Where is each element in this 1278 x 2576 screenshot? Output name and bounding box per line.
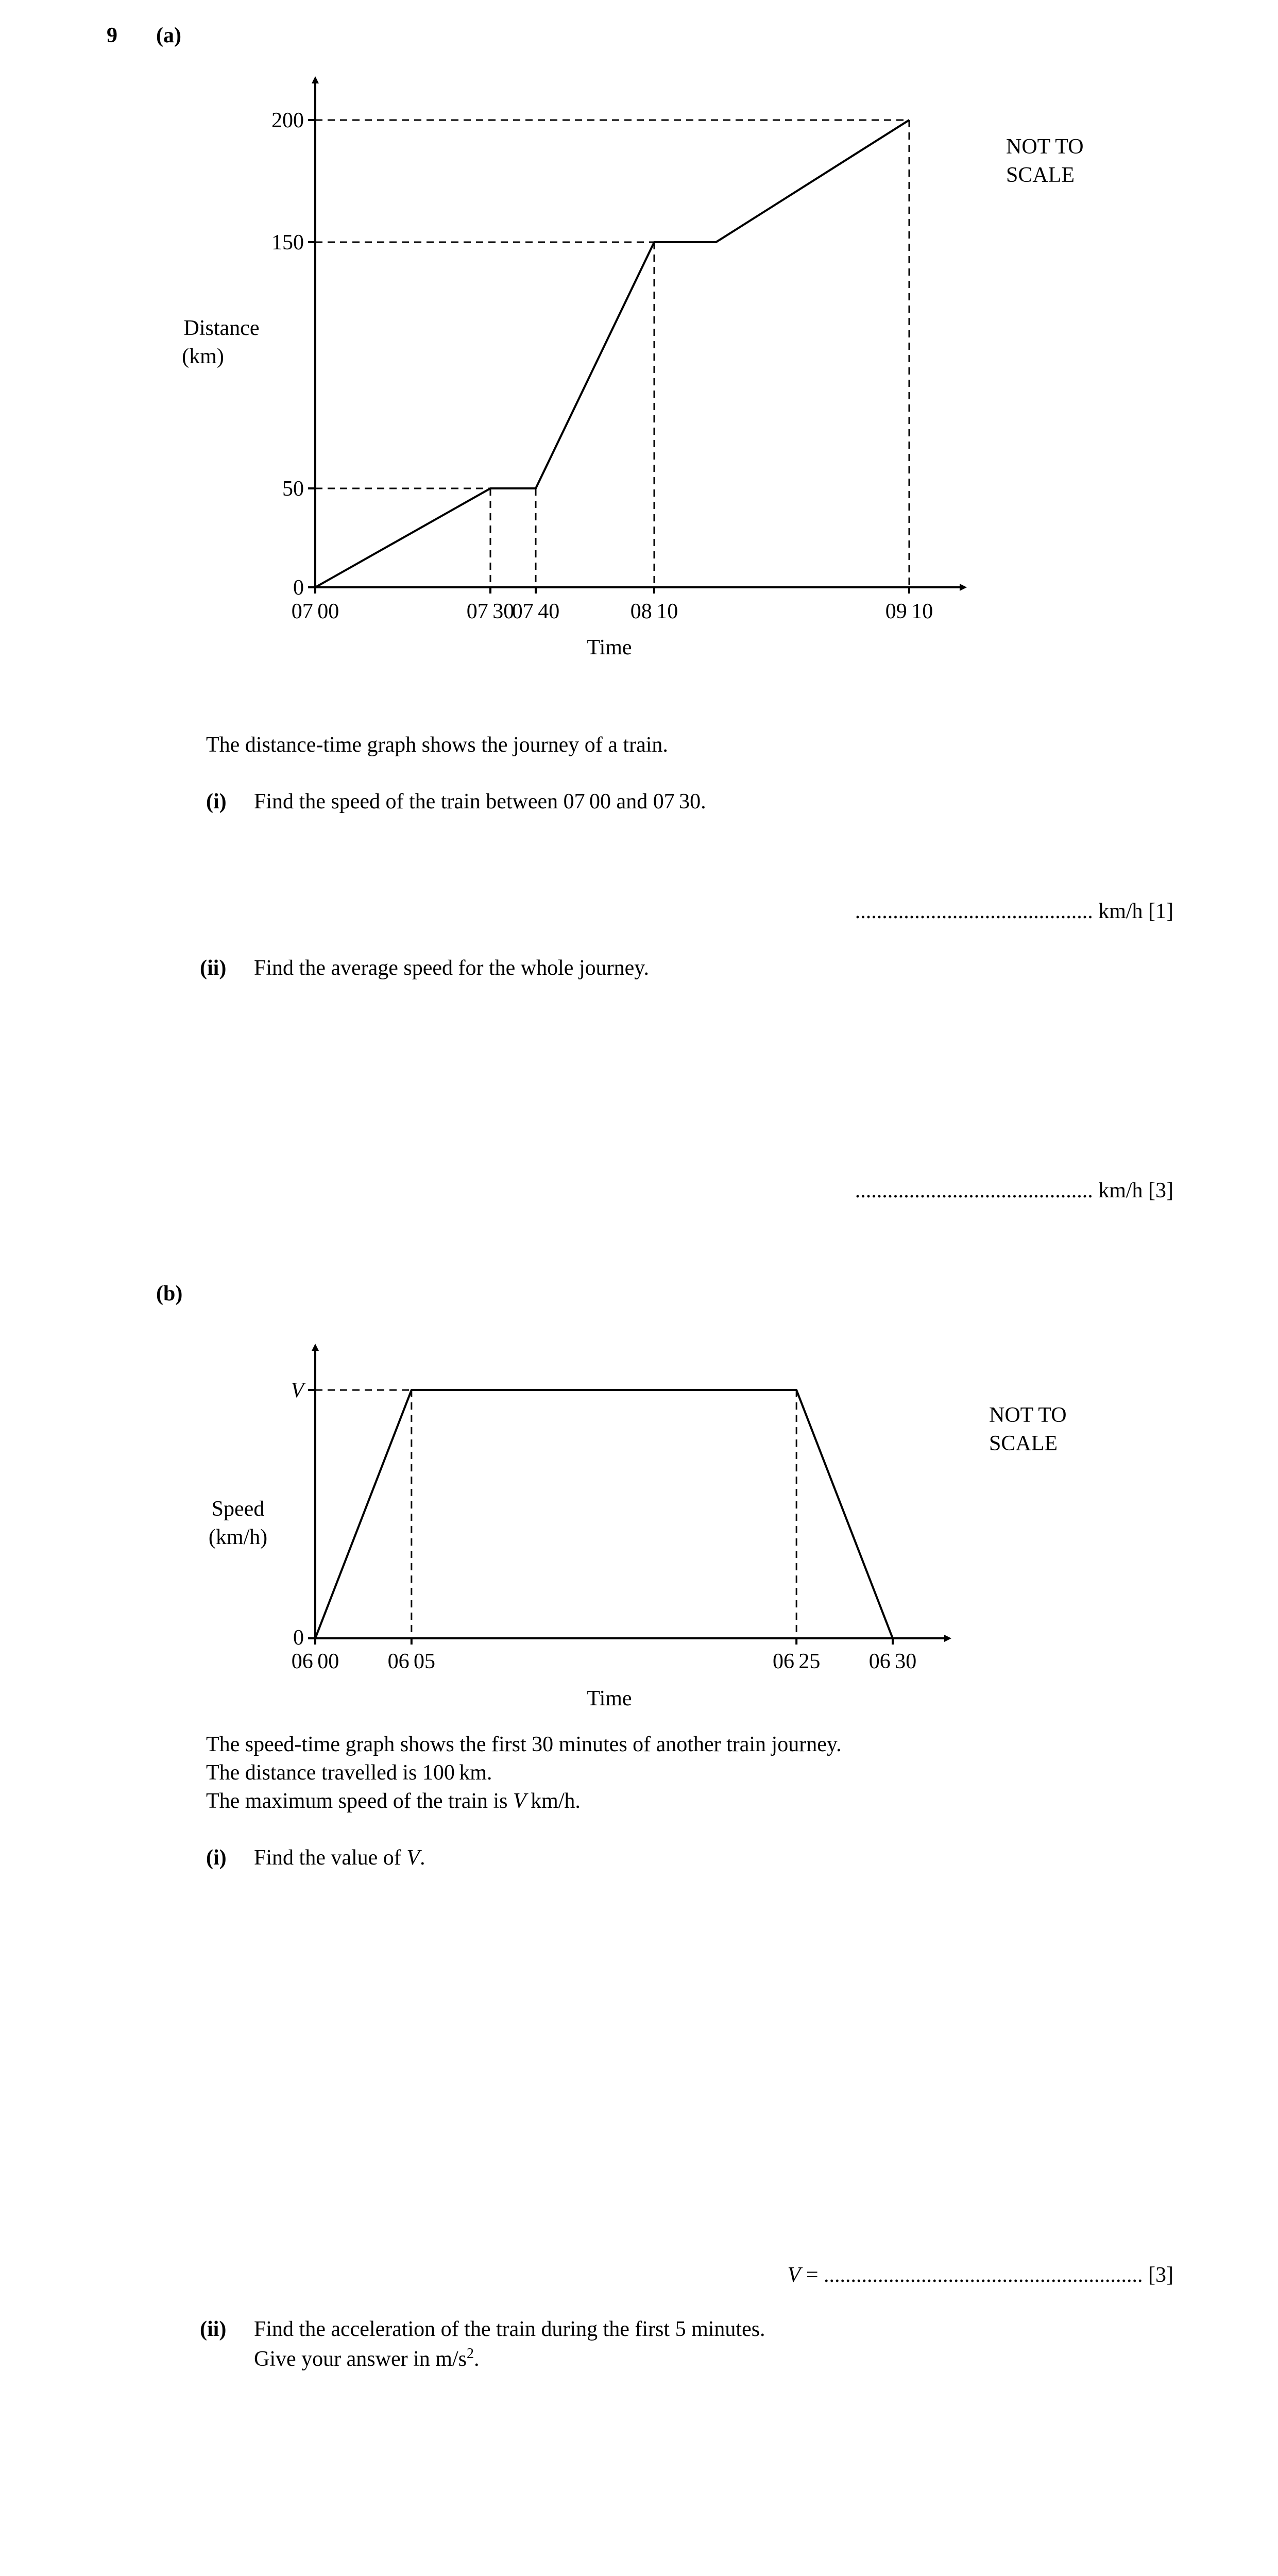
part-b-i-question-suffix: .: [419, 1846, 425, 1870]
not-to-scale-speed-line1: NOT TO: [989, 1403, 1067, 1427]
part-b-label: (b): [156, 1282, 183, 1306]
part-a-ii-label: (ii): [200, 956, 227, 980]
question-number: 9: [107, 24, 117, 47]
part-b-i-question-prefix: Find the value of: [254, 1846, 407, 1870]
part-b-i-question: [254, 1847, 425, 1869]
part-b-intro-3-prefix: The maximum speed of the train is: [206, 1789, 514, 1813]
y-tick-label-0: 0: [293, 1626, 304, 1650]
x-tick-label-speed-0: 06 00: [291, 1650, 339, 1673]
part-b-ii-question: Find the acceleration of the train during the first 5 minutes.: [254, 2317, 765, 2341]
not-to-scale-line2: SCALE: [1006, 163, 1075, 187]
part-b-i-answer[interactable]: [788, 2264, 1173, 2286]
part-b-i-answer-eq: =: [800, 2263, 824, 2287]
distance-series-line: [315, 120, 909, 587]
y-tick-label-0: 0: [293, 576, 304, 600]
part-a-i-label: (i): [206, 790, 227, 814]
part-b-intro-1: The speed-time graph shows the first 30 minutes of another train journey.: [206, 1733, 842, 1756]
distance-time-graph: [0, 0, 1278, 711]
x-tick-label-speed-5: 06 05: [387, 1650, 436, 1673]
y-tick-label-50: 50: [282, 477, 304, 501]
y-axis-label-speed-line1: Speed: [211, 1497, 265, 1521]
part-b-ii-units-prefix: Give your answer in m/s: [254, 2347, 467, 2371]
x-tick-label-70: 08 10: [630, 600, 678, 623]
part-b-intro-2: The distance travelled is 100 km.: [206, 1761, 492, 1785]
speed-time-graph: [0, 1319, 1278, 1721]
part-b-ii-units-suffix: .: [473, 2347, 480, 2371]
part-b-ii-units-sup: 2: [466, 2346, 474, 2362]
x-tick-label-40: 07 40: [512, 600, 560, 623]
not-to-scale-speed-line2: SCALE: [989, 1432, 1058, 1455]
x-tick-label-speed-25: 06 25: [772, 1650, 821, 1673]
part-b-ii-label: (ii): [200, 2317, 227, 2341]
part-a-i-answer-line[interactable]: ............................................ km/h [1]: [855, 900, 1173, 923]
part-b-i-answer-var: V: [787, 2263, 801, 2287]
speed-series-line: [315, 1390, 893, 1638]
part-b-intro-3-var: V: [513, 1789, 526, 1813]
part-b-ii-question-2: [254, 2347, 479, 2370]
part-b-intro-3: [206, 1790, 581, 1812]
y-axis-label-speed-line2: (km/h): [208, 1526, 268, 1549]
y-axis-label-line1: Distance: [183, 316, 260, 340]
x-tick-label-30: 07 30: [466, 600, 515, 623]
x-axis-label: Time: [587, 636, 632, 659]
y-tick-label-V: V: [291, 1379, 304, 1402]
part-a-i-question: Find the speed of the train between 07 00 and 07 30.: [254, 790, 706, 814]
part-b-i-label: (i): [206, 1846, 227, 1870]
x-tick-label-speed-30: 06 30: [868, 1650, 917, 1673]
part-a-intro: The distance-time graph shows the journey of a train.: [206, 733, 668, 757]
part-b-i-answer-line[interactable]: ........................................................... [3]: [824, 2263, 1173, 2287]
part-a-ii-question: Find the average speed for the whole journey.: [254, 956, 650, 980]
x-tick-label-0: 07 00: [291, 600, 339, 623]
part-a-ii-answer-line[interactable]: ............................................ km/h [3]: [855, 1179, 1173, 1202]
y-axis-label-line2: (km): [182, 345, 224, 368]
x-tick-label-130: 09 10: [885, 600, 933, 623]
not-to-scale-line1: NOT TO: [1006, 135, 1084, 159]
part-b-intro-3-suffix: km/h.: [526, 1789, 581, 1813]
y-tick-label-150: 150: [271, 231, 304, 255]
part-b-i-question-var: V: [406, 1846, 420, 1870]
part-a-label: (a): [156, 24, 181, 47]
x-axis-label-speed: Time: [587, 1687, 632, 1710]
y-tick-label-200: 200: [271, 109, 304, 132]
